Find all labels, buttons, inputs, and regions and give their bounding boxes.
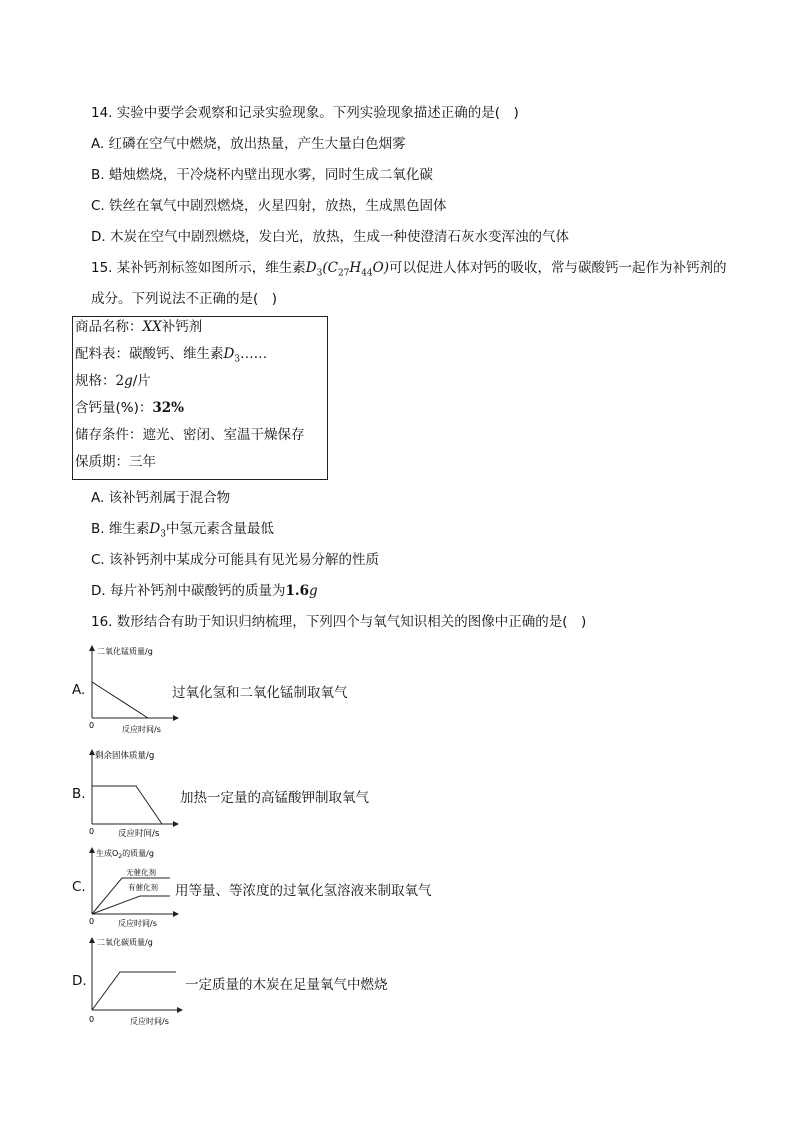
label-storage: 储存条件：遮光、密闭、室温干燥保存	[75, 427, 305, 443]
graph-d-ylabel: 二氧化碳质量/g	[97, 938, 153, 947]
graph-a-origin: 0	[89, 721, 95, 730]
q15-stem	[91, 259, 727, 283]
graph-b-curve	[92, 786, 162, 824]
q14-option-c: C. 铁丝在氧气中剧烈燃烧，火星四射，放热，生成黑色固体	[91, 198, 447, 214]
q14-option-d: D. 木炭在空气中剧烈燃烧，发白光，放热，生成一种使澄清石灰水变浑浊的气体	[91, 229, 569, 245]
q16-option-d-letter: D.	[72, 973, 87, 989]
q14-stem: 14. 实验中要学会观察和记录实验现象。下列实验现象描述正确的是( )	[91, 105, 519, 121]
graph-b-origin: 0	[89, 827, 95, 836]
graph-b-xlabel: 反应时间/s	[118, 829, 160, 839]
q15-stem-line2: 成分。下列说法不正确的是( )	[91, 291, 278, 307]
graph-c-label-no-catalyst: 无催化剂	[126, 868, 156, 877]
label-shelf-life: 保质期：三年	[75, 454, 156, 470]
q16-option-c-letter: C.	[72, 879, 86, 895]
graph-c-xlabel: 反应时间/s	[118, 919, 157, 928]
q15-option-b: B. 维生素$D_3$中氢元素含量最低	[91, 521, 274, 540]
graph-d-curve	[92, 972, 176, 1010]
q15-formula: $(C_{27}H_{44}O)$	[322, 260, 389, 279]
q15-stem-pre: 15. 某补钙剂标签如图所示，维生素	[91, 260, 306, 276]
q15-stem-post: 可以促进人体对钙的吸收，常与碳酸钙一起作为补钙剂的	[389, 260, 727, 276]
q15-option-a: A. 该补钙剂属于混合物	[91, 490, 231, 506]
label-ingredients: 配料表：碳酸钙、维生素$D_3\dots\dots$	[75, 346, 268, 365]
q15-option-c: C. 该补钙剂中某成分可能具有见光易分解的性质	[91, 552, 380, 568]
graph-d-origin: 0	[89, 1015, 95, 1024]
q16-option-d-caption: 一定质量的木炭在足量氧气中燃烧	[185, 977, 388, 993]
q15-d3: $D_3$	[305, 260, 323, 279]
q16-option-b-letter: B.	[72, 786, 86, 802]
q16-graph-c	[70, 842, 190, 932]
label-spec: 规格：2g/片	[75, 373, 151, 389]
graph-c-ylabel: 生成$O_2$的质量/g	[96, 849, 154, 860]
graph-d-xlabel: 反应时间/s	[130, 1017, 169, 1026]
label-product-name: 商品名称：XX补钙剂	[75, 319, 203, 335]
q16-option-a-letter: A.	[72, 682, 86, 698]
graph-a-curve	[92, 682, 148, 718]
graph-a-ylabel: 二氧化锰质量/g	[97, 647, 153, 656]
q16-graph-b	[70, 744, 190, 840]
q14-option-a: A. 红磷在空气中燃烧，放出热量，产生大量白色烟雾	[91, 136, 406, 152]
graph-c-label-catalyst: 有催化剂	[128, 883, 158, 892]
q16-stem: 16. 数形结合有助于知识归纳梳理，下列四个与氧气知识相关的图像中正确的是( )	[91, 614, 587, 630]
graph-b-ylabel: 剩余固体质量/g	[95, 751, 155, 761]
graph-c-origin: 0	[89, 917, 95, 926]
q16-option-c-caption: 用等量、等浓度的过氧化氢溶液来制取氧气	[175, 883, 432, 899]
graph-a-xlabel: 反应时间/s	[122, 725, 161, 734]
q14-option-b: B. 蜡烛燃烧，干冷烧杯内壁出现水雾，同时生成二氧化碳	[91, 167, 433, 183]
q16-option-a-caption: 过氧化氢和二氧化锰制取氧气	[172, 685, 348, 701]
q15-option-d: D. 每片补钙剂中碳酸钙的质量为1.6g	[91, 583, 318, 599]
graph-c-curve-catalyst	[92, 896, 170, 914]
label-calcium-content: 含钙量(%)：32%	[75, 400, 184, 416]
q16-option-b-caption: 加热一定量的高锰酸钾制取氧气	[180, 790, 369, 806]
q16-graph-d	[70, 932, 194, 1028]
